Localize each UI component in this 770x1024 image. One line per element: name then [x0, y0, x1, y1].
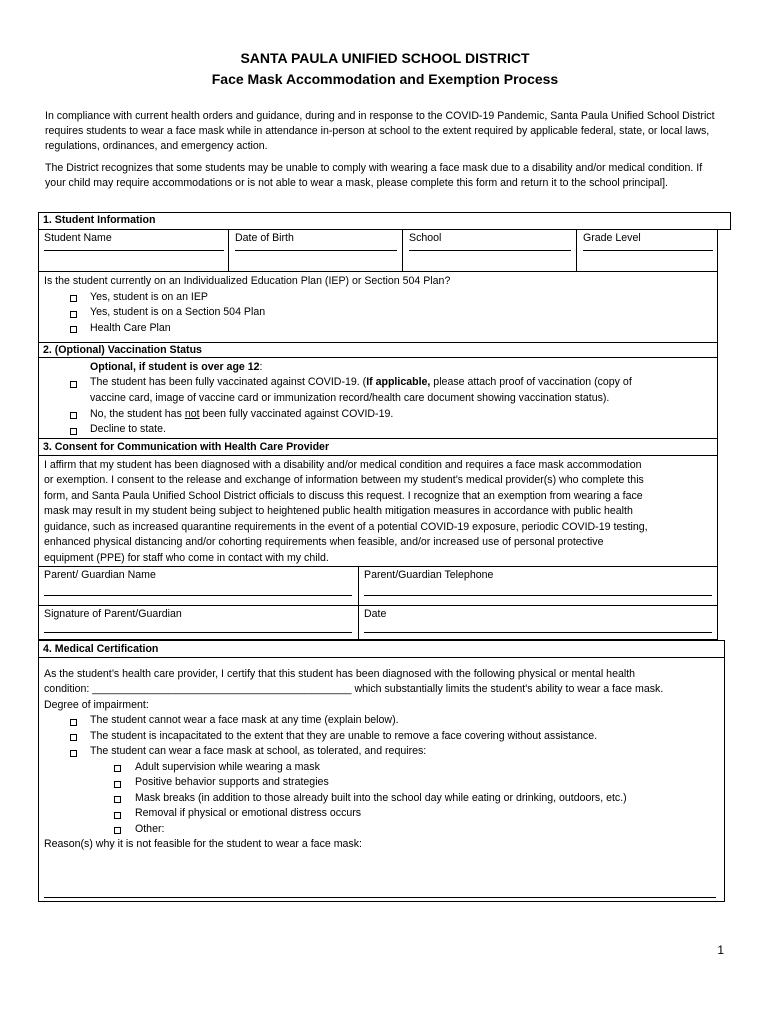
consent-text-line: mask may result in my student being subject to heightened public health mitigation measures in accordance with public health [44, 505, 633, 517]
section504-option-label: Yes, student is on a Section 504 Plan [90, 306, 266, 318]
student-name-label: Student Name [44, 232, 112, 244]
date-label: Date [364, 608, 387, 620]
divider [228, 229, 229, 272]
certify-line-2: condition: ____________________________________________ which substantially limits the student's ability to wear a face mask. [44, 683, 664, 695]
intro-paragraph-2: The District recognizes that some students may be unable to comply with wearing a face mask due to a disability and/or medical condition. If your child may require accommodations or is not able to wear a mask, please complete this form and return it to the school principal]. [45, 162, 703, 190]
not-vaccinated-checkbox[interactable] [70, 412, 77, 419]
signature-label: Signature of Parent/Guardian [44, 608, 182, 620]
requirement-option: Removal if physical or emotional distress occurs [135, 807, 362, 819]
grade-level-label: Grade Level [583, 232, 641, 244]
degree-label: Degree of impairment: [44, 699, 149, 711]
adult-supervision-checkbox[interactable] [114, 765, 121, 772]
divider [358, 605, 359, 640]
vaccinated-option-line2: vaccine card, image of vaccine card or immunization record/health care document showing vaccination status). [90, 392, 610, 404]
not-vaccinated-option-label: No, the student has not been fully vaccinated against COVID-19. [90, 408, 394, 420]
divider [576, 229, 577, 272]
date-of-birth-field[interactable] [235, 250, 397, 251]
requirement-option: Positive behavior supports and strategies [135, 776, 329, 788]
section4-header-divider [38, 657, 725, 658]
consent-text-line: I affirm that my student has been diagnosed with a disability and/or medical condition and requires a face mask accommodation [44, 459, 642, 471]
decline-checkbox[interactable] [70, 428, 77, 435]
section2-heading: 2. (Optional) Vaccination Status [43, 344, 202, 356]
iep-option-label: Yes, student is on an IEP [90, 291, 208, 303]
parent-phone-field[interactable] [364, 595, 712, 596]
form-title: Face Mask Accommodation and Exemption Process [211, 71, 559, 87]
page-number: 1 [717, 943, 724, 957]
parent-phone-label: Parent/Guardian Telephone [364, 569, 494, 581]
reasons-field[interactable] [44, 897, 716, 898]
degree-option: The student is incapacitated to the extent that they are unable to remove a face covering without assistance. [90, 730, 598, 742]
other-checkbox[interactable] [114, 827, 121, 834]
signature-field[interactable] [44, 632, 352, 633]
health-care-plan-label: Health Care Plan [90, 322, 171, 334]
vaccination-note: Optional, if student is over age 12: [90, 361, 263, 373]
iep-question: Is the student currently on an Individualized Education Plan (IEP) or Section 504 Plan? [44, 275, 451, 287]
section3-header-divider [38, 455, 718, 456]
mask-breaks-checkbox[interactable] [114, 796, 121, 803]
section4-heading: 4. Medical Certification [43, 643, 159, 655]
school-label: School [409, 232, 442, 244]
can-wear-tolerated-checkbox[interactable] [70, 750, 77, 757]
degree-option: The student can wear a face mask at school, as tolerated, and requires: [90, 745, 427, 757]
certify-line-1: As the student’s health care provider, I certify that this student has been diagnosed with the following physical or mental health [44, 668, 636, 680]
consent-text-line: guidance, such as increased quarantine requirements in the event of a potential COVID-19 exposure, periodic COVID-19 testing, [44, 521, 648, 533]
requirement-option: Other: [135, 823, 165, 835]
section504-checkbox[interactable] [70, 311, 77, 318]
consent-text-line: equipment (PPE) for staff who come in contact with my child. [44, 552, 329, 564]
cannot-wear-checkbox[interactable] [70, 719, 77, 726]
district-title: SANTA PAULA UNIFIED SCHOOL DISTRICT [240, 50, 530, 66]
degree-option: The student cannot wear a face mask at any time (explain below). [90, 714, 399, 726]
section3-heading: 3. Consent for Communication with Health Care Provider [43, 441, 330, 453]
consent-text-line: or exemption. I consent to the release and exchange of information between my student’s medical provider(s) who complete this [44, 474, 644, 486]
requirement-option: Adult supervision while wearing a mask [135, 761, 320, 773]
incapacitated-checkbox[interactable] [70, 734, 77, 741]
date-field[interactable] [364, 632, 712, 633]
divider [358, 566, 359, 606]
consent-text-line: form, and Santa Paula Unified School District officials to discuss this request. I recognize that an exemption from wearing a face [44, 490, 643, 502]
removal-distress-checkbox[interactable] [114, 812, 121, 819]
intro-paragraph-1: In compliance with current health orders and guidance, during and in response to the COVID-19 Pandemic, Santa Paula Unified School District requires students to wear a face mask while in attendance in-person at school to the extent required by applicable federal, state, or local laws, regulations, ordinances, and emergency action. [45, 110, 715, 153]
reasons-label: Reason(s) why it is not feasible for the student to wear a face mask: [44, 838, 362, 850]
divider [402, 229, 403, 272]
student-name-field[interactable] [44, 250, 224, 251]
section1-heading: 1. Student Information [43, 214, 156, 226]
parent-name-label: Parent/ Guardian Name [44, 569, 156, 581]
behavior-supports-checkbox[interactable] [114, 781, 121, 788]
consent-text-line: enhanced physical distancing and/or cohorting requirements when feasible, and/or increased use of personal protective [44, 536, 604, 548]
grade-level-field[interactable] [583, 250, 713, 251]
school-field[interactable] [409, 250, 571, 251]
requirement-option: Mask breaks (in addition to those already built into the school day while eating or drinking, outdoors, etc.) [135, 792, 627, 804]
decline-option-label: Decline to state. [90, 423, 166, 435]
vaccinated-option-line1: The student has been fully vaccinated against COVID-19. (If applicable, please attach proof of vaccination (copy of [90, 376, 632, 388]
section2-header-divider [38, 357, 718, 358]
vaccinated-checkbox[interactable] [70, 381, 77, 388]
parent-name-field[interactable] [44, 595, 352, 596]
health-care-plan-checkbox[interactable] [70, 326, 77, 333]
iep-checkbox[interactable] [70, 295, 77, 302]
date-of-birth-label: Date of Birth [235, 232, 294, 244]
